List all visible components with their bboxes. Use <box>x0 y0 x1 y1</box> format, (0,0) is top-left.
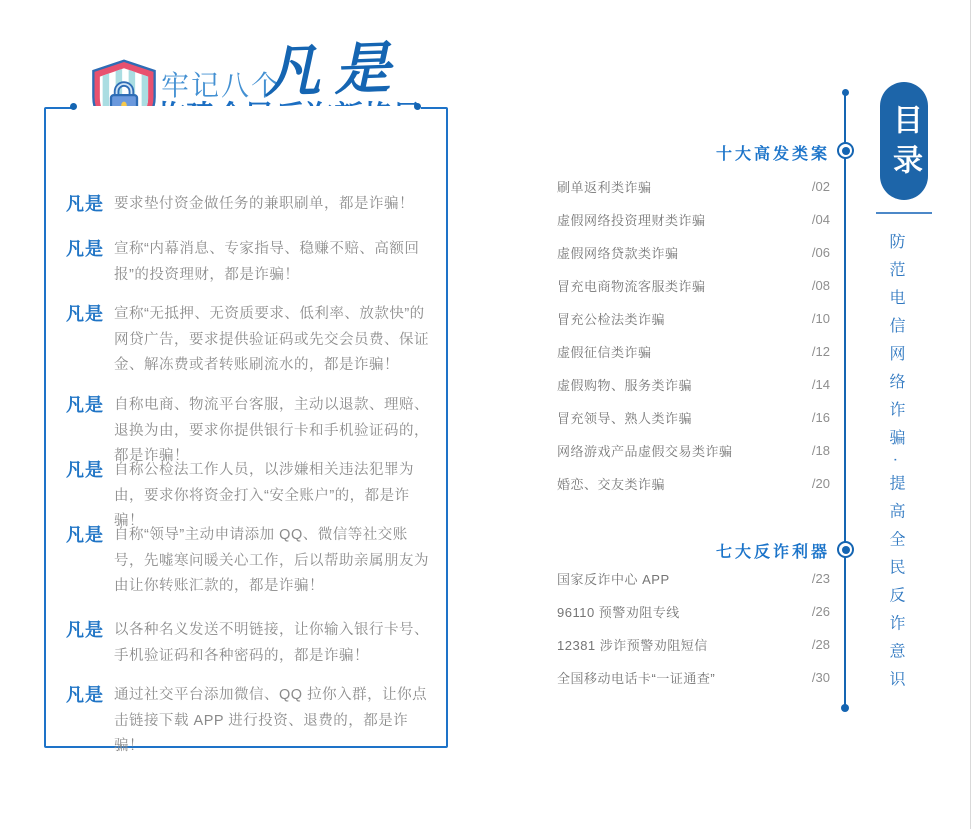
toc-list-1 <box>557 170 830 500</box>
toc-entry-page: /18 <box>811 443 830 458</box>
box-top-gap <box>75 106 421 111</box>
fanshi-item-7 <box>66 618 432 669</box>
fanshi-label: 凡是 <box>66 304 104 324</box>
toc-entry-label: 虚假网络贷款类诈骗 <box>557 246 679 261</box>
toc-entry-page: /06 <box>811 245 830 260</box>
fanshi-item-2 <box>66 237 432 288</box>
timeline-marker-section-1 <box>837 142 854 159</box>
toc-entry-label: 冒充公检法类诈骗 <box>557 312 666 327</box>
fanshi-item-3 <box>66 302 432 379</box>
toc-entry-page: /16 <box>811 410 830 425</box>
toc-row <box>557 170 830 203</box>
toc-row <box>557 335 830 368</box>
fanshi-text: 以各种名义发送不明链接，让你输入银行卡号、手机验证码和各种密码的，都是诈骗！ <box>114 622 429 664</box>
toc-row <box>557 302 830 335</box>
toc-timeline <box>844 92 846 708</box>
header-kicker: 牢记八个 <box>161 70 282 101</box>
toc-entry-page: /10 <box>811 311 830 326</box>
sidebar-divider <box>876 212 932 214</box>
toc-tab-label: 目录 <box>888 104 921 184</box>
toc-entry-label: 冒充电商物流客服类诈骗 <box>557 279 706 294</box>
timeline-marker-section-2 <box>837 541 854 558</box>
fanshi-text: 宣称“内幕消息、专家指导、稳赚不赔、高额回报”的投资理财，都是诈骗！ <box>114 241 420 283</box>
toc-entry-label: 冒充领导、熟人类诈骗 <box>557 411 693 426</box>
timeline-top-dot <box>842 89 849 96</box>
box-corner-dot-left <box>70 103 77 110</box>
timeline-bottom-dot <box>841 704 849 712</box>
toc-row <box>557 203 830 236</box>
fanshi-item-1 <box>66 192 432 218</box>
toc-section-title-2: 七大反诈利器 <box>715 544 830 561</box>
toc-entry-label: 虚假购物、服务类诈骗 <box>557 378 693 393</box>
toc-list-2 <box>557 562 830 694</box>
toc-entry-page: /20 <box>811 476 830 491</box>
fanshi-label: 凡是 <box>66 620 104 640</box>
fanshi-item-8 <box>66 683 432 760</box>
toc-entry-label: 婚恋、交友类诈骗 <box>557 477 666 492</box>
toc-entry-label: 96110 预警劝阻专线 <box>557 605 680 620</box>
fanshi-text: 自称电商、物流平台客服，主动以退款、理赔、退换为由，要求你提供银行卡和手机验证码的，都是诈骗！ <box>114 397 429 464</box>
marker-core <box>842 147 850 155</box>
toc-row <box>557 368 830 401</box>
toc-entry-label: 国家反诈中心 APP <box>557 572 670 587</box>
toc-entry-page: /02 <box>811 179 830 194</box>
toc-row <box>557 661 830 694</box>
toc-row <box>557 562 830 595</box>
fanshi-text: 要求垫付资金做任务的兼职刷单，都是诈骗！ <box>114 196 414 212</box>
toc-row <box>557 401 830 434</box>
fanshi-label: 凡是 <box>66 685 104 705</box>
fanshi-label: 凡是 <box>66 460 104 480</box>
fanshi-text: 宣称“无抵押、无资质要求、低利率、放款快”的网贷广告，要求提供验证码或先交会员费、保证金、解冻费或者转账刷流水的，都是诈骗！ <box>114 306 429 373</box>
fanshi-label: 凡是 <box>66 395 104 415</box>
toc-row <box>557 269 830 302</box>
fanshi-label: 凡是 <box>66 525 104 545</box>
toc-entry-page: /30 <box>811 670 830 685</box>
toc-entry-label: 虚假网络投资理财类诈骗 <box>557 213 706 228</box>
toc-entry-page: /28 <box>811 637 830 652</box>
toc-entry-label: 12381 涉诈预警劝阻短信 <box>557 638 708 653</box>
toc-entry-page: /04 <box>811 212 830 227</box>
sidebar-slogan: 防范电信网络诈骗·提高全民反诈意识 <box>887 233 904 699</box>
toc-entry-page: /14 <box>811 377 830 392</box>
fanshi-text: 自称“领导”主动申请添加 QQ、微信等社交账号，先嘘寒问暖关心工作，后以帮助亲属朋友为由让你转账汇款的，都是诈骗！ <box>114 527 429 594</box>
toc-section-title-1: 十大高发类案 <box>715 146 830 163</box>
fanshi-text: 通过社交平台添加微信、QQ 拉你入群，让你点击链接下载 APP 进行投资、退费的，都是诈骗！ <box>114 687 428 754</box>
toc-row <box>557 434 830 467</box>
fanshi-text: 自称公检法工作人员，以涉嫌相关违法犯罪为由，要求你将资金打入“安全账户”的，都是诈骗！ <box>114 462 414 529</box>
toc-entry-label: 网络游戏产品虚假交易类诈骗 <box>557 444 733 459</box>
toc-entry-label: 虚假征信类诈骗 <box>557 345 652 360</box>
header-headline: 凡是 <box>263 37 406 105</box>
fanshi-item-6 <box>66 523 432 600</box>
toc-entry-page: /12 <box>811 344 830 359</box>
toc-row <box>557 628 830 661</box>
fanshi-label: 凡是 <box>66 239 104 259</box>
toc-row <box>557 467 830 500</box>
marker-core <box>842 546 850 554</box>
fanshi-warning-box <box>44 107 448 754</box>
fanshi-label: 凡是 <box>66 194 104 214</box>
box-corner-dot-right <box>414 103 421 110</box>
toc-row <box>557 236 830 269</box>
toc-entry-page: /26 <box>811 604 830 619</box>
toc-entry-page: /23 <box>811 571 830 586</box>
page-right-border <box>970 0 971 829</box>
toc-entry-page: /08 <box>811 278 830 293</box>
toc-row <box>557 595 830 628</box>
toc-entry-label: 全国移动电话卡“一证通查” <box>557 671 716 686</box>
toc-entry-label: 刷单返利类诈骗 <box>557 180 652 195</box>
toc-tab <box>880 82 928 200</box>
